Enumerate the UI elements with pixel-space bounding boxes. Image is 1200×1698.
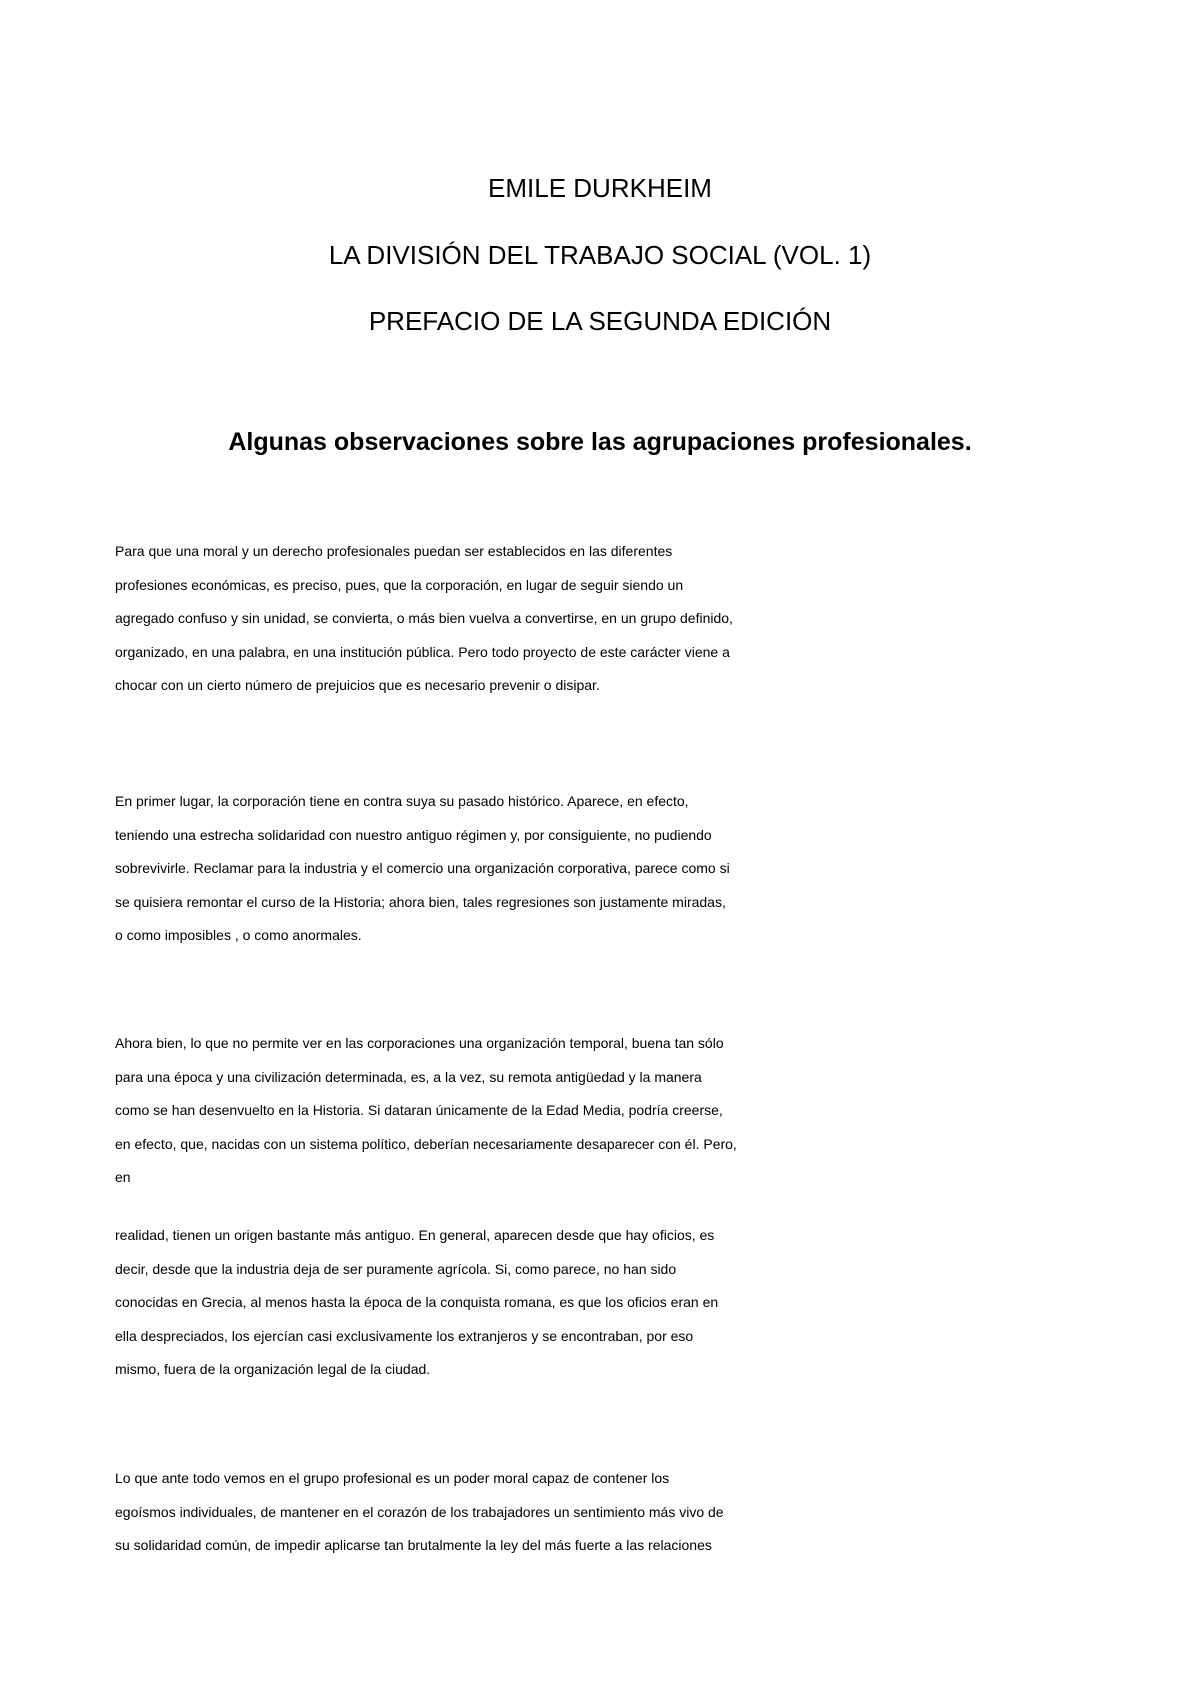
text-line: Ahora bien, lo que no permite ver en las corporaciones una organización temporal, buena tan sólo [115, 1035, 724, 1051]
text-line: agregado confuso y sin unidad, se convierta, o más bien vuelva a convertirse, en un grupo definido, [115, 610, 733, 627]
text-line: o como imposibles , o como anormales. [115, 927, 362, 944]
book-title: LA DIVISIÓN DEL TRABAJO SOCIAL (VOL. 1) [328, 240, 872, 270]
document-subtitle: Algunas observaciones sobre las agrupaciones profesionales. [228, 428, 972, 456]
paragraph-3 [115, 1027, 1115, 1195]
text-line: en efecto, que, nacidas con un sistema político, deberían necesariamente desaparecer con él. Pero, [115, 1135, 737, 1152]
text-line: realidad, tienen un origen bastante más antiguo. En general, aparecen desde que hay oficios, es [115, 1227, 715, 1243]
text-line: ella despreciados, los ejercían casi exclusivamente los extranjeros y se encontraban, por eso [115, 1327, 694, 1344]
text-line: profesiones económicas, es preciso, pues, que la corporación, en lugar de seguir siendo un [115, 576, 684, 593]
text-line: como se han desenvuelto en la Historia. Si dataran únicamente de la Edad Media, podría creerse, [115, 1102, 723, 1119]
paragraph-1 [115, 535, 1115, 703]
text-line: chocar con un cierto número de prejuicios que es necesario prevenir o disipar. [115, 677, 600, 694]
text-line: se quisiera remontar el curso de la Historia; ahora bien, tales regresiones son justamente miradas, [115, 893, 726, 910]
text-line: para una época y una civilización determinada, es, a la vez, su remota antigüedad y la manera [115, 1068, 702, 1085]
paragraph-5 [115, 1462, 1115, 1563]
author-name: EMILE DURKHEIM [488, 173, 712, 203]
text-line: teniendo una estrecha solidaridad con nuestro antiguo régimen y, por consiguiente, no pudiendo [115, 826, 712, 843]
text-line: en [115, 1169, 131, 1186]
text-line: conocidas en Grecia, al menos hasta la época de la conquista romana, es que los oficios eran en [115, 1294, 719, 1311]
section-title: PREFACIO DE LA SEGUNDA EDICIÓN [368, 306, 832, 336]
text-line: egoísmos individuales, de mantener en el corazón de los trabajadores un sentimiento más vivo de [115, 1503, 724, 1520]
text-line: Para que una moral y un derecho profesionales puedan ser establecidos en las diferentes [115, 543, 673, 559]
paragraph-2 [115, 785, 1115, 953]
text-line: su solidaridad común, de impedir aplicarse tan brutalmente la ley del más fuerte a las relaciones [115, 1537, 712, 1554]
text-line: En primer lugar, la corporación tiene en contra suya su pasado histórico. Aparece, en efecto, [115, 793, 689, 809]
text-line: mismo, fuera de la organización legal de la ciudad. [115, 1361, 431, 1378]
text-line: Lo que ante todo vemos en el grupo profesional es un poder moral capaz de contener los [115, 1470, 670, 1486]
text-line: sobrevivirle. Reclamar para la industria y el comercio una organización corporativa, parece como si [115, 860, 730, 877]
text-line: decir, desde que la industria deja de ser puramente agrícola. Si, como parece, no han sido [115, 1260, 677, 1277]
paragraph-4 [115, 1219, 1115, 1387]
text-line: organizado, en una palabra, en una institución pública. Pero todo proyecto de este carácter viene a [115, 643, 730, 660]
